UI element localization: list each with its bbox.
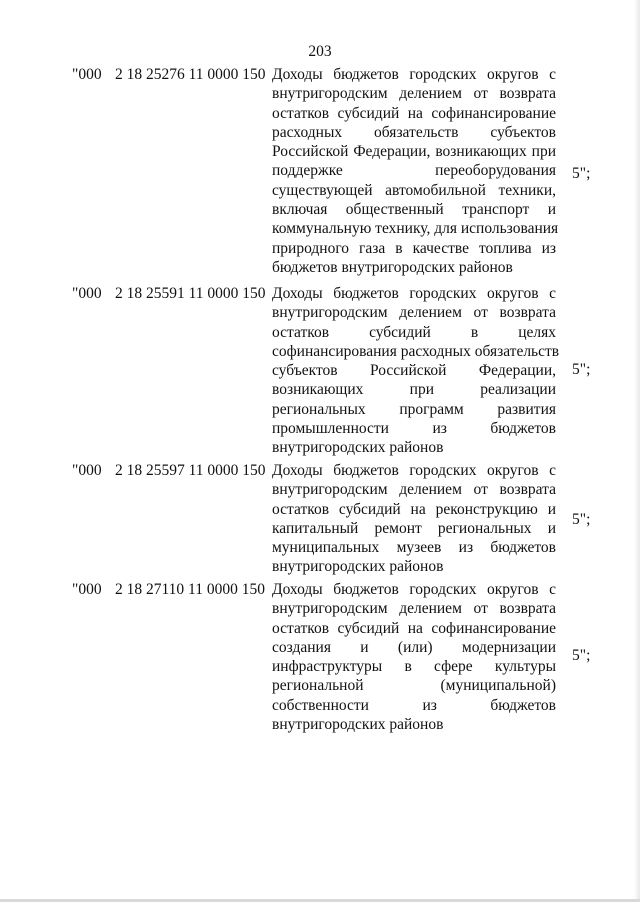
entry-amount: 5"; [572, 165, 591, 182]
description-line: остатков субсидий на софинансирование [272, 104, 556, 122]
budget-classification-code: 2 18 25597 11 0000 150 [115, 462, 266, 479]
page-number: 203 [308, 43, 332, 60]
description-line: поддержке переоборудования [272, 162, 556, 180]
entry-amount: 5"; [572, 511, 591, 528]
description-line: внутригородским делением от возврата [272, 600, 556, 618]
description-line: бюджетов внутригородских районов [272, 258, 513, 276]
description-line: капитальный ремонт региональных и [272, 519, 556, 537]
description-line: региональной (муниципальной) [272, 677, 556, 695]
description-line: внутригородским делением от возврата [272, 304, 556, 322]
description-line: Доходы бюджетов городских округов с [272, 66, 556, 83]
budget-classification-code: 2 18 27110 11 0000 150 [115, 581, 265, 598]
description-line: Доходы бюджетов городских округов с [272, 285, 556, 302]
description-line: софинансирования расходных обязательств [272, 342, 560, 360]
code-prefix: "000 [72, 66, 102, 83]
description-line: региональных программ развития [272, 400, 556, 418]
entry-description [272, 65, 559, 277]
code-prefix: "000 [72, 462, 102, 479]
description-line: собственности из бюджетов [272, 696, 556, 714]
code-prefix: "000 [72, 581, 102, 598]
scan-edge-shadow [634, 0, 640, 902]
entry-amount: 5"; [572, 361, 591, 378]
description-line: внутригородских районов [272, 439, 444, 457]
budget-classification-code: 2 18 25591 11 0000 150 [115, 285, 266, 302]
description-line: промышленности из бюджетов [272, 420, 556, 438]
description-line: расходных обязательств субъектов [272, 123, 556, 141]
description-line: природного газа в качестве топлива из [272, 239, 556, 257]
entry-description [272, 580, 556, 734]
description-line: существующей автомобильной техники, [272, 181, 556, 199]
description-line: Российской Федерации, возникающих при [272, 143, 556, 161]
description-line: коммунальную технику, для использования [272, 220, 559, 238]
description-line: инфраструктуры в сфере культуры [272, 658, 556, 676]
description-line: внутригородским делением от возврата [272, 481, 556, 499]
entry-description [272, 461, 556, 577]
code-prefix: "000 [72, 285, 102, 302]
description-line: возникающих при реализации [272, 381, 556, 399]
description-line: субъектов Российской Федерации, [272, 362, 556, 380]
entry-description [272, 284, 560, 458]
description-line: остатков субсидий на реконструкцию и [272, 500, 556, 518]
description-line: остатков субсидий на софинансирование [272, 619, 556, 637]
description-line: Доходы бюджетов городских округов с [272, 581, 556, 598]
description-line: создания и (или) модернизации [272, 638, 556, 656]
budget-classification-code: 2 18 25276 11 0000 150 [115, 66, 266, 83]
description-line: Доходы бюджетов городских округов с [272, 462, 556, 479]
entry-amount: 5"; [572, 647, 591, 664]
description-line: внутригородским делением от возврата [272, 85, 556, 103]
description-line: внутригородских районов [272, 716, 444, 734]
description-line: включая общественный транспорт и [272, 201, 556, 219]
description-line: внутригородских районов [272, 558, 444, 576]
description-line: остатков субсидий в целях [272, 323, 556, 341]
description-line: муниципальных музеев из бюджетов [272, 539, 556, 557]
